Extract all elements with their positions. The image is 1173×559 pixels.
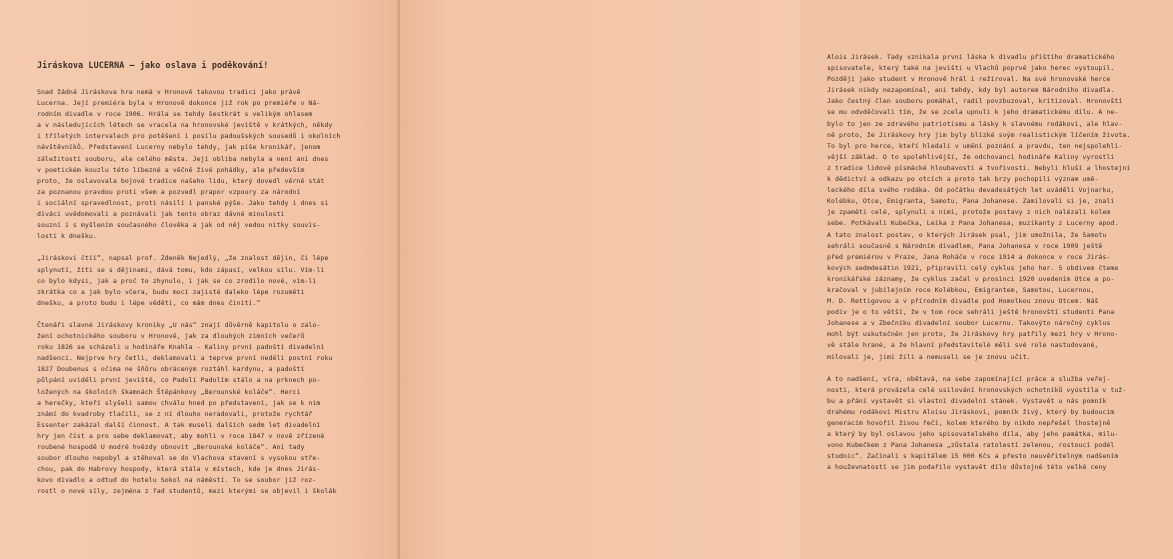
text-line: roku 1826 se scházeli u hodináře Knahla - Kaliny první padoští divadelní (37, 343, 325, 352)
text-line: vě stále hrané, a že hlavní představitelé měli své role nastudované, (827, 341, 1099, 350)
text-line: ně proto, že Jiráskovy hry jim byly blízké svým realistickým líčením života. (827, 130, 1131, 139)
right-column-text (827, 52, 1173, 474)
text-line: vější základ. O to spolehlivější, že odchovanci hodináře Kaliny vyrostli (827, 152, 1115, 161)
text-line: ložených na školních škamnách Štěpánkovy „Berounské koláče“. Herci (37, 387, 301, 396)
left-page (0, 0, 400, 559)
text-line: Lucerna. Její premiéra byla v Hronově dokonce již rok po premiéře v Ná- (37, 99, 321, 108)
text-line (827, 363, 1173, 374)
text-line: a v následujících létech se vracela na hronovské jeviště v krátkých, někdy (37, 121, 333, 130)
text-line: a který by byl oslavou jeho spisovatelského díla, aby jeho památka, milu- (827, 430, 1119, 439)
text-line: a herečky, kteří slyšeli samou chválu hned po představení, jak se k nim (37, 398, 321, 407)
text-line: studnic“. Začínali s kapitálem 15 000 Kčs a přesto neuvěřitelným nadšením (827, 452, 1119, 461)
text-line: 1827 Doubenus s očima ne šňůru obráceným roztáhl kardynu, a padoští (37, 365, 305, 374)
text-line: Johanese a v Zbečníku divadelní soubor Lucernu. Takovýto náročný cyklus (827, 319, 1111, 328)
text-line: podiv je o to větší, že v tom roce sehráli ještě hronovští studenti Pana (827, 308, 1115, 317)
text-line: A tato znalost postav, o kterých Jirásek psal, jim umožnila, že Samotu (827, 230, 1107, 239)
text-line: kových sedmdesátin 1921, připravili celý cyklus jeho her. S obdivem čteme (827, 263, 1119, 272)
text-line: hry jen číst a pro sebe deklamovat, aby mohli v roce 1847 v nově zřízené (37, 431, 325, 440)
text-line (37, 242, 367, 253)
text-line: zkrátka co a jak bylo včera, budu mocí zajisté daleko lépe rozuměti (37, 287, 305, 296)
text-line: To byl pro herce, kteří hledali v umění poznání a pravdu, ten nejspolehli- (827, 141, 1123, 150)
text-line: žení ochotnického souboru v Hronově, jak za dlouhých zimních večerů (37, 332, 305, 341)
text-line: „Jiráskovi čtíi“, napsal prof. Zdeněk Nejedlý, „že znalost dějin, či lépe (37, 254, 329, 263)
text-line: Jirásek nikdy nezapomínal, ani tehdy, kdy byl autorem Národního divadla. (827, 86, 1115, 95)
text-line: Essenter zakázal další činnost. A tak museli dalších sedm let divadelní (37, 420, 321, 429)
text-line: Kolébku, Otce, Emigranta, Samotu, Pana Johanese. Zamilovali si je, znali (827, 197, 1115, 206)
text-line: sehráli současně s Národním divadlem, Pana Johanesa v roce 1909 ještě (827, 241, 1103, 250)
text-line: je zpaměti celé, splynuli s nimi, protože postavy z nich nalézali kolem (827, 208, 1111, 217)
text-line: kračoval v jubilejním roce Kolébkou, Emigrantem, Samotou, Lucernou, (827, 285, 1095, 294)
text-line: splynutí, žíti se s dějinami, dává tomu, kdo zápasí, velkou sílu. Vím-li (37, 265, 325, 274)
text-line: nosti, která provázela celé usilování hronovských ochotníků vyústila v tuž- (827, 385, 1127, 394)
article-heading: Jiráskova LUCERNA — jako oslava i poděkování! (37, 60, 269, 70)
text-line: nadšenci. Nejprve hry četli, deklamovali a teprve první neděli postní roku (37, 354, 333, 363)
text-line: Jako čestný člen souboru pomáhal, radil povzbuzoval, kritizoval. Hronovští (827, 97, 1123, 106)
text-line: rostl o nové síly, zejména z řad studentů, mezi kterými se objevil i školák (37, 487, 337, 496)
right-page (400, 0, 1131, 559)
text-line: v poetickém kouzlu této líbezné a věčně živé pohádky, ale především (37, 165, 305, 174)
text-line: losti k dnešku. (37, 232, 97, 241)
text-line: i sociální spravedlnost, proti násilí i panské pýše. Jako tehdy i dnes si (37, 198, 329, 207)
text-line: známí do kvadroby tlačili, se z ní dlouho neradovali, protože rychtář (37, 409, 313, 418)
text-line: z tradice lidové písmácké hloubavosti a tvořivosti. Nebyli hluší a lhostejní (827, 163, 1131, 172)
text-line: kronikářské záznamy, že cyklus začal v prosinci 1920 uvedením Otce a po- (827, 274, 1115, 283)
text-line: A to nadšení, víra, obětavá, na sebe zapomínající práce a služba veřej- (827, 374, 1111, 383)
text-line: a houževnatostí se jim podařilo vystavět dílo důstojné této velké ceny (827, 463, 1107, 472)
text-line: chou, pak do Habrovy hospody, která stála v místech, kde je dnes Jirás- (37, 465, 321, 474)
text-line: leckého díla svého rodáka. Od počátku devadesátých let uváděli Vojnarku, (827, 186, 1115, 195)
text-line: mohl být uskutečněn jen proto, že Jiráskovy hry patřily mezi hry v Hrono- (827, 330, 1119, 339)
text-line: záležitostí souboru, ale celého města. Její obliba nebyla a není ani dnes (37, 154, 329, 163)
text-line: proto, že oslavovala bojové tradice našeho lidu, který dovedl věrně stát (37, 176, 325, 185)
text-line: půlpání uviděli první jeviště, co Padolí Padolím stálo a na prknech po- (37, 376, 321, 385)
text-line: co bylo kdysi, jak a proč to zhynulo, i jak se co zrodilo nové, vím-li (37, 276, 317, 285)
text-line: bylo to jen ze zdravého patriotismu a lásky k slavnému rodákovi, ale hlav- (827, 119, 1123, 128)
text-line: bu a přání vystavět si vlastní divadelní stánek. Vystavět u nás pomník (827, 396, 1107, 405)
text-line: sebe. Potkávali Kubečka, Leika z Pana Johanesa, muzikanty z Lucerny apod. (827, 219, 1119, 228)
text-line: M. D. Rettigovou a v přírodním divadle pod Homolkou znovu Otcem. Náš (827, 297, 1099, 306)
text-line: kovo divadlo a odtud do hotelu Sokol na náměstí. To se soubor již roz- (37, 476, 317, 485)
text-line: vono Kubečkem z Pana Johanesa „zůstala ratolestí zelenou, rostoucí podél (827, 441, 1115, 450)
text-line: drahému rodákovi Mistru Aloisu Jiráskovi, pomník živý, který by budoucím (827, 408, 1115, 416)
text-line: se mu odvděčovali tím, že se zcela upnuli k jeho dramatickému dílu. A ne- (827, 108, 1119, 117)
text-line: generacím hovořil živou řečí, kolem kterého by nikdo nepřešel lhostejně (827, 419, 1111, 428)
text-line: Alois Jirásek. Tady vznikala první láska k divadlu příštího dramatického (827, 53, 1115, 61)
text-line: soubor dlouho nepobyl a stěhoval se do Vlachova stavení s vysokou stře- (37, 454, 321, 463)
text-line: k dědictví a odkazu po otcích a proto tak brzy pochopili význam umě- (827, 175, 1099, 184)
text-line: Snad žádná Jiráskova hra nemá v Hronově takovou tradici jako právě (37, 88, 301, 96)
text-line: za poznanou pravdou proti všem a pozvedl prapor vzpoury za národní (37, 187, 301, 196)
left-column-text (37, 87, 367, 497)
text-line (37, 309, 367, 320)
text-line: dnešku, a proto budu i lépe věděti, co mám dnes činiti.“ (37, 298, 261, 307)
text-line: souzní i s myšlením současného člověka a jak od něj vedou nitky souvis- (37, 221, 321, 230)
text-line: diváci uvědomovali a poznávali jak tento obraz dávné minulosti (37, 210, 285, 219)
text-line: roubené hospodě U modré hvězdy obnovit „Berounské koláče“. Ani tady (37, 443, 305, 451)
text-line: Čtenáři slavné Jiráskovy kroniky „U nás“ znají důvěrně kapitolu o zalo- (37, 320, 321, 329)
text-line: milovali je, jimi žili a nemuseli se je znovu učit. (827, 352, 1031, 361)
text-line: Později jako student v Hronově hrál i režíroval. Na své hronovské herce (827, 75, 1111, 84)
text-line: návštěvníků. Představení Lucerny nebylo tehdy, jak píše kronikář, jenom (37, 143, 321, 152)
text-line: spisovatele, který také na jevišti u Vlachů poprvé jako herec vystoupil. (827, 64, 1115, 73)
text-line: před premiérou v Praze, Jana Roháče v roce 1914 a dokonce v roce Jirás- (827, 252, 1111, 261)
text-line: rodním divadle v roce 1906. Hrála se tehdy šestkrát s velikým ohlasem (37, 110, 313, 119)
text-line: i tříletých intervalech pro potěšení i posilu padoušských sousedů i okolních (37, 132, 341, 141)
